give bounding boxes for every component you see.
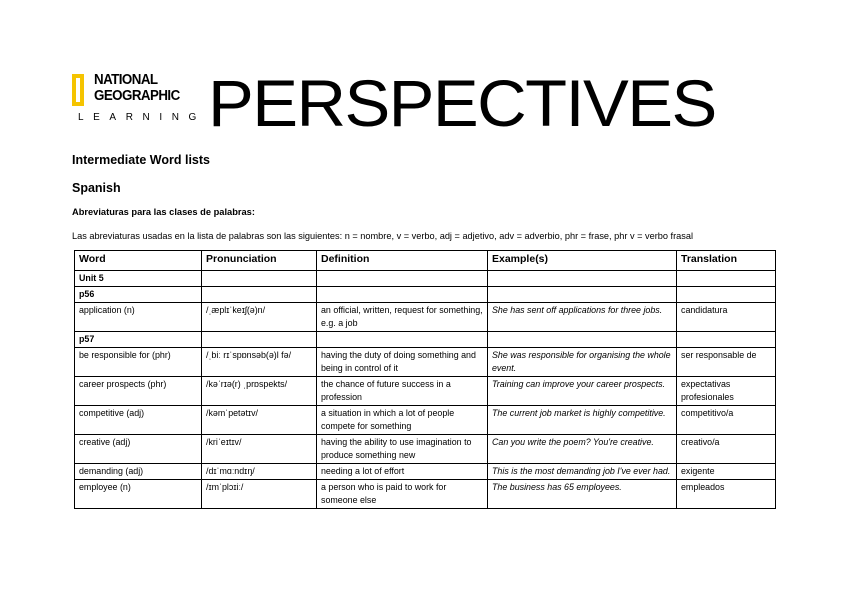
empty-cell [202,287,317,303]
empty-cell [677,332,776,348]
example-cell: The current job market is highly competitive. [488,406,677,435]
table-row [75,435,776,464]
section-label: Unit 5 [75,271,202,287]
abbreviations-intro: Las abreviaturas usadas en la lista de palabras son las siguientes: n = nombre, v = verbo, adj = adjetivo, adv = adverbio, phr = frase, phr v = verbo frasal [72,231,694,241]
word-cell: creative (adj) [75,435,202,464]
header-word: Word [75,251,202,271]
definition-cell: needing a lot of effort [317,464,488,480]
definition-cell: having the ability to use imagination to produce something new [317,435,488,464]
empty-cell [202,271,317,287]
empty-cell [677,271,776,287]
publisher-learning: LEARNING [78,112,206,123]
translation-cell: competitivo/a [677,406,776,435]
section-label: p56 [75,287,202,303]
publisher-name: NATIONAL GEOGRAPHIC [94,72,180,104]
definition-cell: having the duty of doing something and being in control of it [317,348,488,377]
section-label: p57 [75,332,202,348]
translation-cell: exigente [677,464,776,480]
table-row [75,348,776,377]
example-cell: Can you write the poem? You're creative. [488,435,677,464]
translation-cell: creativo/a [677,435,776,464]
pronunciation-cell: /ˌbiː rɪˈspɒnsəb(ə)l fə/ [202,348,317,377]
table-row [75,303,776,332]
word-cell: demanding (adj) [75,464,202,480]
empty-cell [317,287,488,303]
word-cell: be responsible for (phr) [75,348,202,377]
word-cell: employee (n) [75,480,202,509]
abbreviations-subheading: Abreviaturas para las clases de palabras: [72,207,255,217]
header-translation: Translation [677,251,776,271]
table-header-row [75,251,776,271]
definition-cell: a situation in which a lot of people compete for something [317,406,488,435]
empty-cell [488,287,677,303]
pronunciation-cell: /ˌæplɪˈkeɪʃ(ə)n/ [202,303,317,332]
example-cell: Training can improve your career prospects. [488,377,677,406]
header-definition: Definition [317,251,488,271]
example-cell: The business has 65 employees. [488,480,677,509]
definition-cell: a person who is paid to work for someone else [317,480,488,509]
pronunciation-cell: /kəˈrɪə(r) ˌprɒspekts/ [202,377,317,406]
table-row [75,464,776,480]
header-examples: Example(s) [488,251,677,271]
pronunciation-cell: /kriˈeɪtɪv/ [202,435,317,464]
translation-cell: expectativas profesionales [677,377,776,406]
header-pronunciation: Pronunciation [202,251,317,271]
example-cell: She was responsible for organising the whole event. [488,348,677,377]
word-list-table [74,250,776,509]
section-row [75,287,776,303]
section-row [75,332,776,348]
table-row [75,377,776,406]
translation-cell: empleados [677,480,776,509]
section-row [75,271,776,287]
document-heading: Intermediate Word lists [72,153,210,167]
yellow-border-icon [72,74,84,106]
table-row [75,480,776,509]
language-heading: Spanish [72,181,121,195]
pronunciation-cell: /ɪmˈplɔɪiː/ [202,480,317,509]
word-cell: career prospects (phr) [75,377,202,406]
definition-cell: the chance of future success in a profession [317,377,488,406]
series-title: PERSPECTIVES [208,66,716,140]
word-cell: application (n) [75,303,202,332]
empty-cell [677,287,776,303]
empty-cell [488,271,677,287]
word-cell: competitive (adj) [75,406,202,435]
translation-cell: ser responsable de [677,348,776,377]
translation-cell: candidatura [677,303,776,332]
pronunciation-cell: /dɪˈmɑːndɪŋ/ [202,464,317,480]
table-row [75,406,776,435]
empty-cell [317,332,488,348]
empty-cell [202,332,317,348]
definition-cell: an official, written, request for something, e.g. a job [317,303,488,332]
example-cell: This is the most demanding job I've ever had. [488,464,677,480]
empty-cell [317,271,488,287]
pronunciation-cell: /kəmˈpetətɪv/ [202,406,317,435]
example-cell: She has sent off applications for three jobs. [488,303,677,332]
empty-cell [488,332,677,348]
